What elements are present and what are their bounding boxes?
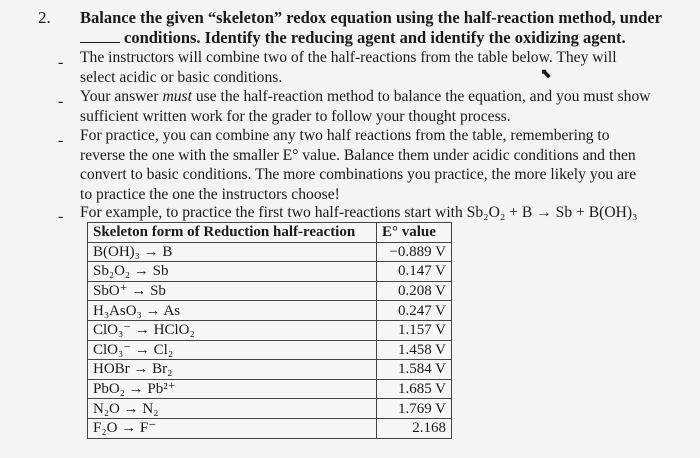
reaction-cell: SbO⁺ → Sb <box>88 281 377 301</box>
e-value-cell: 2.168 <box>377 418 452 438</box>
table-row <box>88 360 452 380</box>
bullet-instructors <box>80 48 670 87</box>
conditions-blank <box>80 28 120 43</box>
bullet-marker: - <box>58 54 64 71</box>
question-title-line1: Balance the given “skeleton” redox equation using the half-reaction method, under <box>80 8 662 27</box>
question-title <box>80 8 680 48</box>
e-value-cell: 1.157 V <box>377 320 452 340</box>
bullet-marker: - <box>58 132 64 149</box>
table-row <box>88 242 452 262</box>
e-value-cell: 1.769 V <box>377 399 452 419</box>
bullet-text-line: select acidic or basic conditions. <box>80 68 283 86</box>
reaction-cell: B(OH)₃ → B <box>88 242 377 262</box>
question-number: 2. <box>38 8 51 27</box>
mouse-cursor-icon: ⬉ <box>540 67 552 82</box>
table-row <box>88 418 452 438</box>
half-reaction-table <box>87 222 452 439</box>
bullet-text-line: to practice the one the instructors choose! <box>80 185 340 203</box>
reaction-cell: HOBr → Br₂ <box>88 360 377 380</box>
table-row <box>88 399 452 419</box>
reaction-cell: N₂O → N₂ <box>88 399 377 419</box>
reaction-cell: PbO₂ → Pb²⁺ <box>88 379 377 399</box>
table-row <box>88 320 452 340</box>
table-row <box>88 379 452 399</box>
bullet-practice <box>80 126 670 204</box>
table-header-row <box>88 223 452 243</box>
question-title-line2: conditions. Identify the reducing agent and identify the oxidizing agent. <box>124 28 626 47</box>
table-row <box>88 281 452 301</box>
table-row <box>88 262 452 282</box>
e-value-cell: 0.208 V <box>377 281 452 301</box>
e-value-cell: 1.584 V <box>377 360 452 380</box>
bullet-text-line: For practice, you can combine any two half reactions from the table, remembering to <box>80 127 610 144</box>
bullet-text-line: Your answer <box>80 88 163 105</box>
bullet-text-line: For example, to practice the first two half-reactions start with Sb₂O₂ + B → Sb + B(OH)₃ <box>80 204 638 221</box>
bullet-text-line: convert to basic conditions. The more combinations you practice, the more likely you are <box>80 166 637 183</box>
e-value-cell: 0.247 V <box>377 301 452 321</box>
table-row <box>88 301 452 321</box>
reaction-cell: ClO₃⁻ → Cl₂ <box>88 340 377 360</box>
reaction-cell: F₂O → F⁻ <box>88 418 377 438</box>
e-value-cell: −0.889 V <box>377 242 452 262</box>
bullet-text-line: reverse the one with the smaller E° value. Balance them under acidic conditions and then <box>80 146 636 164</box>
bullet-text-line: The instructors will combine two of the half-reactions from the table below. They will <box>80 49 617 66</box>
bullet-marker: - <box>58 208 64 225</box>
bullet-half-reaction-method <box>80 87 670 126</box>
bullet-marker: - <box>58 93 64 110</box>
e-value-cell: 1.458 V <box>377 340 452 360</box>
reaction-cell: Sb₂O₂ → Sb <box>88 262 377 282</box>
bullet-text-line: sufficient written work for the grader to follow your thought process. <box>80 107 511 125</box>
bullet-text-line: use the half-reaction method to balance the equation, and you must show <box>191 88 651 105</box>
reaction-cell: ClO₃⁻ → HClO₂ <box>88 320 377 340</box>
header-reaction: Skeleton form of Reduction half-reaction <box>88 223 377 243</box>
e-value-cell: 0.147 V <box>377 262 452 282</box>
reaction-cell: H₃AsO₃ → As <box>88 301 377 321</box>
bullet-example <box>80 203 670 223</box>
emphasis-must: must <box>162 88 192 105</box>
table-row <box>88 340 452 360</box>
e-value-cell: 1.685 V <box>377 379 452 399</box>
header-e-value: E° value <box>377 223 452 243</box>
